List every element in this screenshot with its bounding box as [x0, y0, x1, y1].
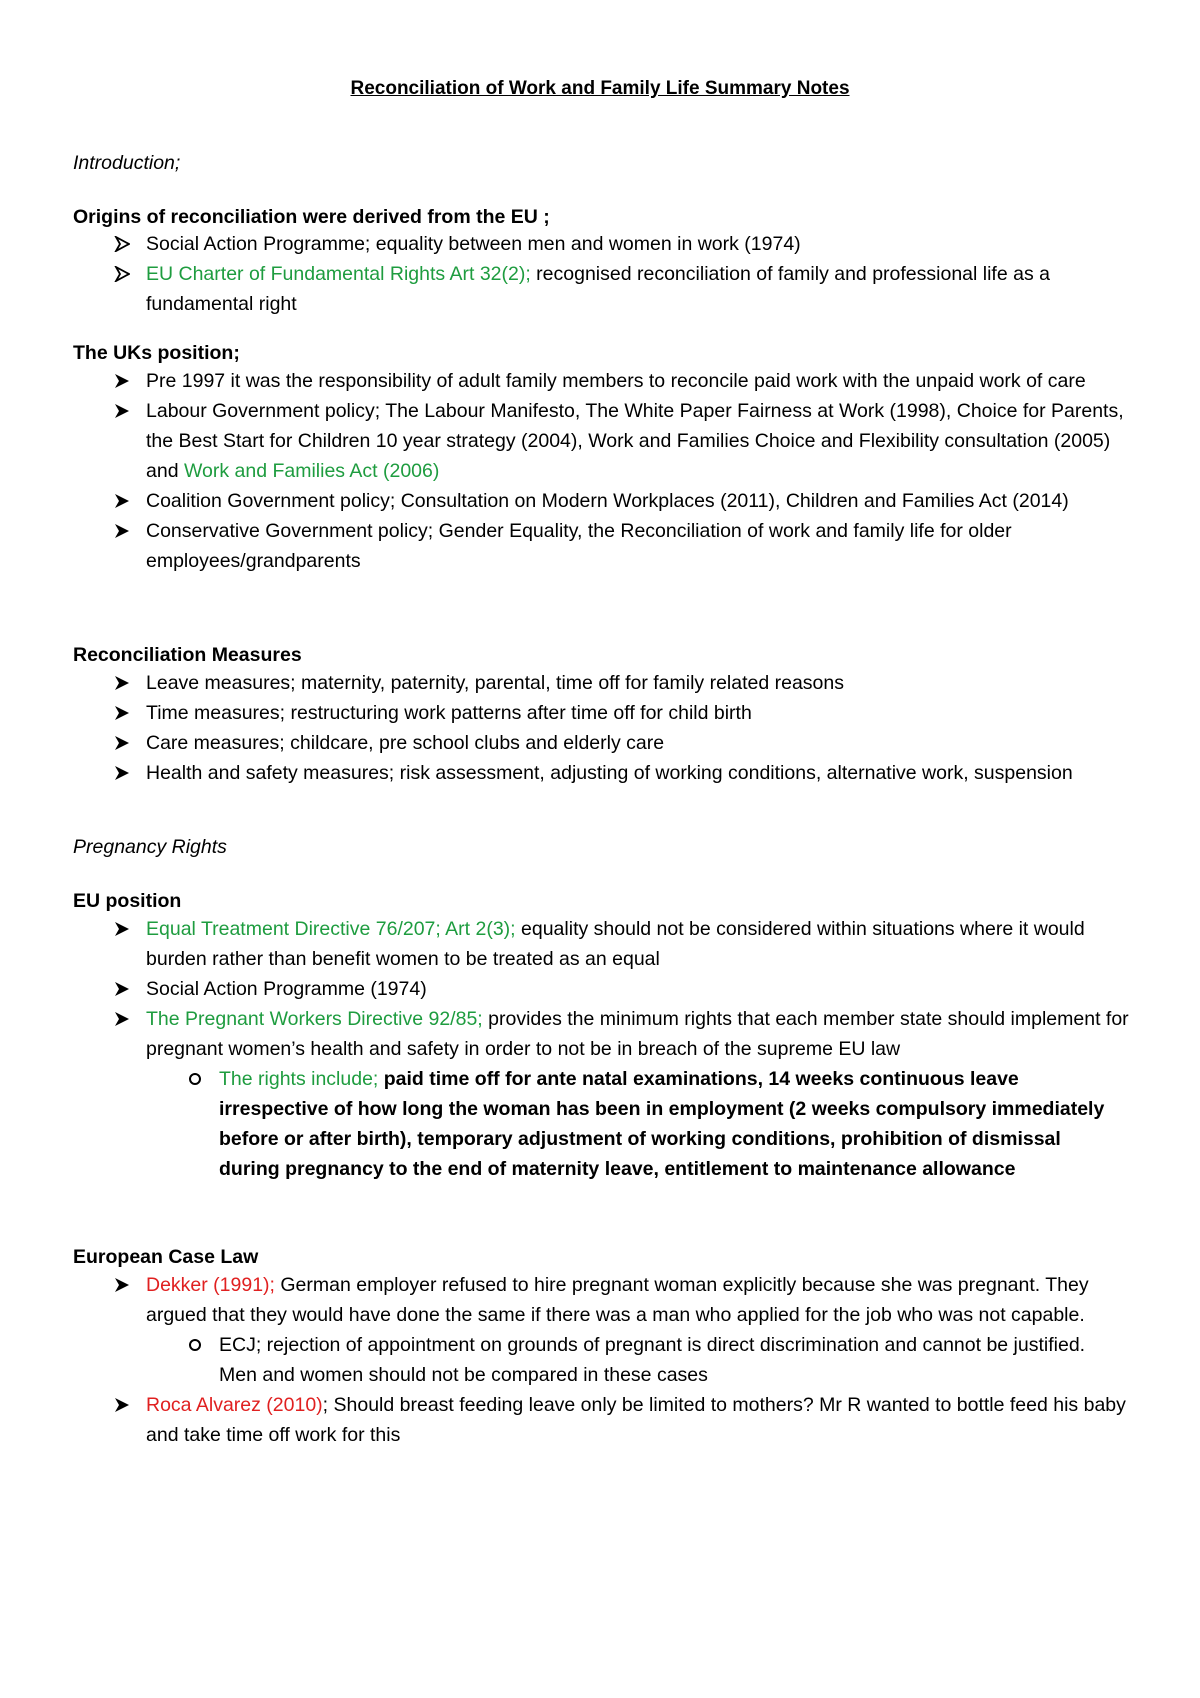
uk-position-heading: The UKs position; [73, 342, 240, 364]
list-item: Pre 1997 it was the responsibility of adult family members to reconcile paid work with the unpaid work of care [146, 366, 1136, 396]
arrow-bullet-icon [112, 259, 132, 289]
list-item: Social Action Programme; equality between men and women in work (1974) [146, 229, 1136, 259]
list-item: Leave measures; maternity, paternity, parental, time off for family related reasons [146, 668, 1136, 698]
arrow-bullet-icon [112, 914, 132, 944]
eu-position-heading: EU position [73, 890, 182, 912]
arrow-bullet-icon [112, 974, 132, 1004]
pregnancy-rights-label: Pregnancy Rights [73, 836, 227, 858]
case-law-list [146, 1270, 1136, 1450]
arrow-bullet-icon [112, 1004, 132, 1034]
document-title: Reconciliation of Work and Family Life Summary Notes [350, 78, 850, 99]
measures-list [146, 668, 1136, 788]
list-item: Social Action Programme (1974) [146, 974, 1136, 1004]
case-law-heading: European Case Law [73, 1246, 259, 1268]
list-item: EU Charter of Fundamental Rights Art 32(2); recognised reconciliation of family and professional life as a fundamental right [146, 259, 1136, 319]
uk-position-list [146, 366, 1136, 576]
list-item: Roca Alvarez (2010); Should breast feeding leave only be limited to mothers? Mr R wanted to bottle feed his baby and take time off work for this [146, 1390, 1136, 1450]
arrow-bullet-icon [112, 516, 132, 546]
arrow-bullet-icon [112, 486, 132, 516]
arrow-bullet-icon [112, 396, 132, 426]
list-item: Health and safety measures; risk assessment, adjusting of working conditions, alternative work, suspension [146, 758, 1136, 788]
measures-heading: Reconciliation Measures [73, 644, 302, 666]
list-item: Care measures; childcare, pre school clubs and elderly care [146, 728, 1136, 758]
list-item: Time measures; restructuring work patterns after time off for child birth [146, 698, 1136, 728]
arrow-bullet-icon [112, 1390, 132, 1420]
circle-bullet-icon [185, 1330, 205, 1360]
list-item: ECJ; rejection of appointment on grounds of pregnant is direct discrimination and cannot be justified. Men and women should not be compared in these cases [219, 1330, 1124, 1390]
list-item: Labour Government policy; The Labour Manifesto, The White Paper Fairness at Work (1998), Choice for Parents, the Best Start for Children 10 year strategy (2004), Work and Families Choice and Flexibility consultation (2005) and Work and Families Act (2006) [146, 396, 1136, 486]
list-item: Equal Treatment Directive 76/207; Art 2(3); equality should not be considered within situations where it would burden rather than benefit women to be treated as an equal [146, 914, 1136, 974]
arrow-bullet-icon [112, 366, 132, 396]
introduction-label: Introduction; [73, 152, 181, 174]
dekker-sublist [219, 1330, 1124, 1390]
origins-list [146, 229, 1136, 319]
arrow-bullet-icon [112, 668, 132, 698]
arrow-bullet-icon [112, 728, 132, 758]
eu-rights-sublist [219, 1064, 1124, 1184]
arrow-bullet-icon [112, 758, 132, 788]
arrow-bullet-icon [112, 229, 132, 259]
list-item: Dekker (1991); German employer refused to hire pregnant woman explicitly because she was pregnant. They argued that they would have done the same if there was a man who applied for the job who was not capable. ECJ; rejection of appointment on grounds of pregnant is direct discrimination and cannot be justified. Men and women should not be compared in these cases [146, 1270, 1136, 1390]
list-item: Conservative Government policy; Gender Equality, the Reconciliation of work and family life for older employees/grandparents [146, 516, 1136, 576]
arrow-bullet-icon [112, 698, 132, 728]
origins-heading: Origins of reconciliation were derived from the EU ; [73, 206, 550, 228]
circle-bullet-icon [185, 1064, 205, 1094]
eu-position-list [146, 914, 1136, 1184]
list-item: Coalition Government policy; Consultation on Modern Workplaces (2011), Children and Families Act (2014) [146, 486, 1136, 516]
arrow-bullet-icon [112, 1270, 132, 1300]
list-item: The rights include; paid time off for ante natal examinations, 14 weeks continuous leave irrespective of how long the woman has been in employment (2 weeks compulsory immediately before or after birth), temporary adjustment of working conditions, prohibition of dismissal during pregnancy to the end of maternity leave, entitlement to maintenance allowance [219, 1064, 1124, 1184]
list-item: The Pregnant Workers Directive 92/85; provides the minimum rights that each member state should implement for pregnant women’s health and safety in order to not be in breach of the supreme EU law The rights include; paid time off for ante natal examinations, 14 weeks continuous leave irrespective of how long the woman has been in employment (2 weeks compulsory immediately before or after birth), temporary adjustment of working conditions, prohibition of dismissal during pregnancy to the end of maternity leave, entitlement to maintenance allowance [146, 1004, 1136, 1184]
